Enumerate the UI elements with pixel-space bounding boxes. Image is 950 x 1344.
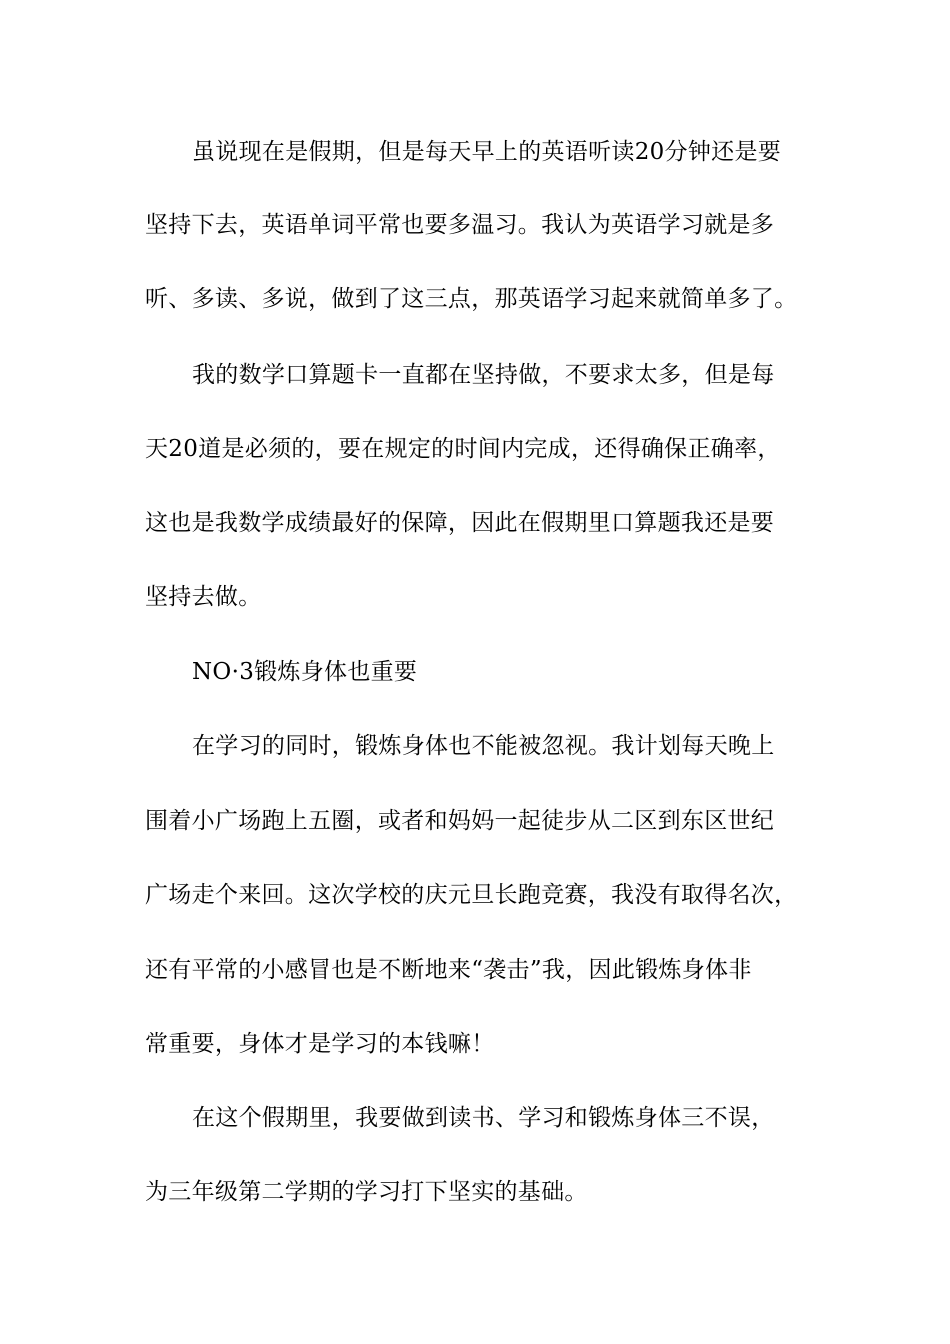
paragraph-line: 坚持去做。	[145, 584, 262, 610]
paragraph-line: 天20道是必须的，要在规定的时间内完成，还得确保正确率，	[145, 436, 781, 462]
paragraph-line: 我的数学口算题卡一直都在坚持做，不要求太多，但是每	[192, 362, 775, 388]
paragraph-line: 这也是我数学成绩最好的保障，因此在假期里口算题我还是要	[145, 510, 775, 536]
paragraph-line: 在这个假期里，我要做到读书、学习和锻炼身体三不误，	[192, 1105, 775, 1131]
paragraph-line: 在学习的同时，锻炼身体也不能被忽视。我计划每天晚上	[192, 733, 775, 759]
paragraph-line: 听、多读、多说，做到了这三点，那英语学习起来就简单多了。	[145, 286, 798, 312]
paragraph-line: 虽说现在是假期，但是每天早上的英语听读20分钟还是要	[192, 139, 782, 165]
section-heading: NO·3锻炼身体也重要	[192, 659, 418, 685]
paragraph-line: 常重要，身体才是学习的本钱嘛！	[145, 1031, 495, 1057]
paragraph-line: 广场走个来回。这次学校的庆元旦长跑竞赛，我没有取得名次，	[145, 882, 798, 908]
paragraph-line: 坚持下去，英语单词平常也要多温习。我认为英语学习就是多	[145, 212, 775, 238]
paragraph-line: 为三年级第二学期的学习打下坚实的基础。	[145, 1179, 588, 1205]
paragraph-line: 围着小广场跑上五圈，或者和妈妈一起徒步从二区到东区世纪	[145, 808, 775, 834]
paragraph-line: 还有平常的小感冒也是不断地来“袭击”我，因此锻炼身体非	[145, 957, 752, 983]
